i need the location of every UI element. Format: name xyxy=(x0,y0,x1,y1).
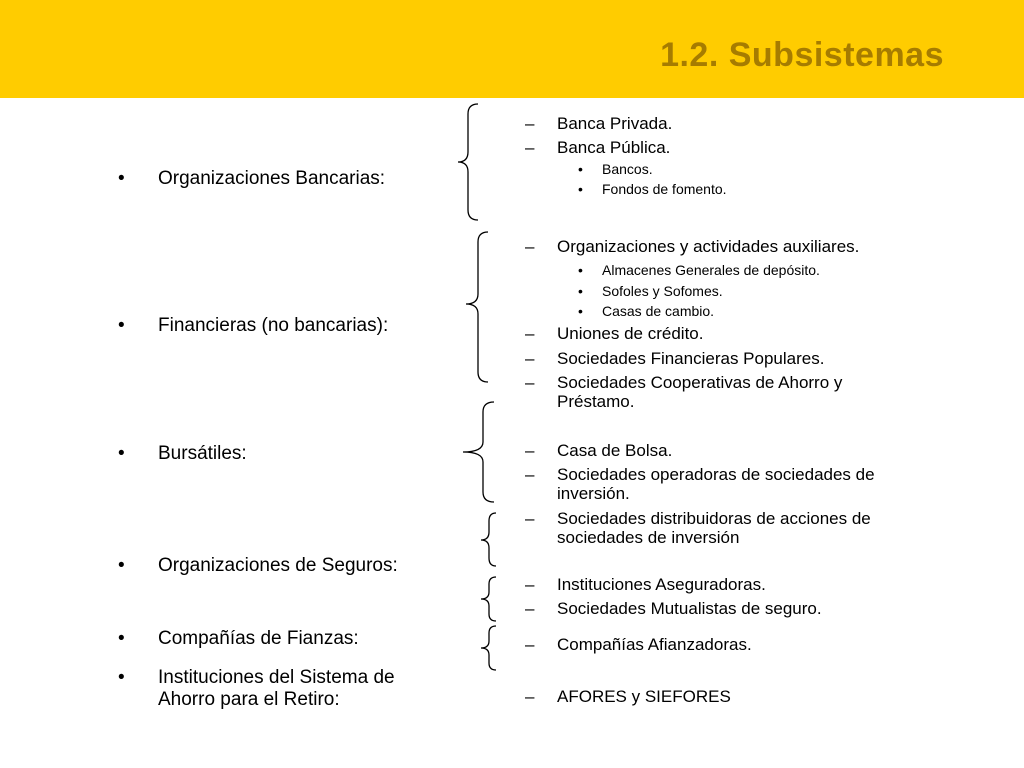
bullet-icon: • xyxy=(578,181,583,197)
category-label: Organizaciones Bancarias: xyxy=(158,168,386,189)
bullet-icon: • xyxy=(118,667,125,688)
brace-distribuidoras xyxy=(481,513,496,566)
category-label: Organizaciones de Seguros: xyxy=(158,555,398,576)
brace-financieras xyxy=(466,232,488,382)
brace-seguros xyxy=(481,577,496,621)
bullet-icon: • xyxy=(118,443,125,464)
bullet-icon: • xyxy=(578,283,583,299)
bullet-icon: • xyxy=(578,262,583,278)
bullet-icon: • xyxy=(578,161,583,177)
category-label: Instituciones del Sistema de xyxy=(158,667,395,688)
bullet-icon: • xyxy=(578,303,583,319)
category-label: Financieras (no bancarias): xyxy=(158,315,389,336)
category-label: Compañías de Fianzas: xyxy=(158,628,359,649)
category-label: Ahorro para el Retiro: xyxy=(158,689,340,710)
brace-bursatiles xyxy=(463,402,494,502)
bullet-icon: • xyxy=(118,315,125,336)
brace-fianzas xyxy=(481,626,496,670)
bullet-icon: • xyxy=(118,168,125,189)
category-label: Bursátiles: xyxy=(158,443,247,464)
bullet-icon: • xyxy=(118,628,125,649)
page-title: 1.2. Subsistemas xyxy=(660,36,944,74)
brace-bancarias xyxy=(458,104,478,220)
bullet-icon: • xyxy=(118,555,125,576)
